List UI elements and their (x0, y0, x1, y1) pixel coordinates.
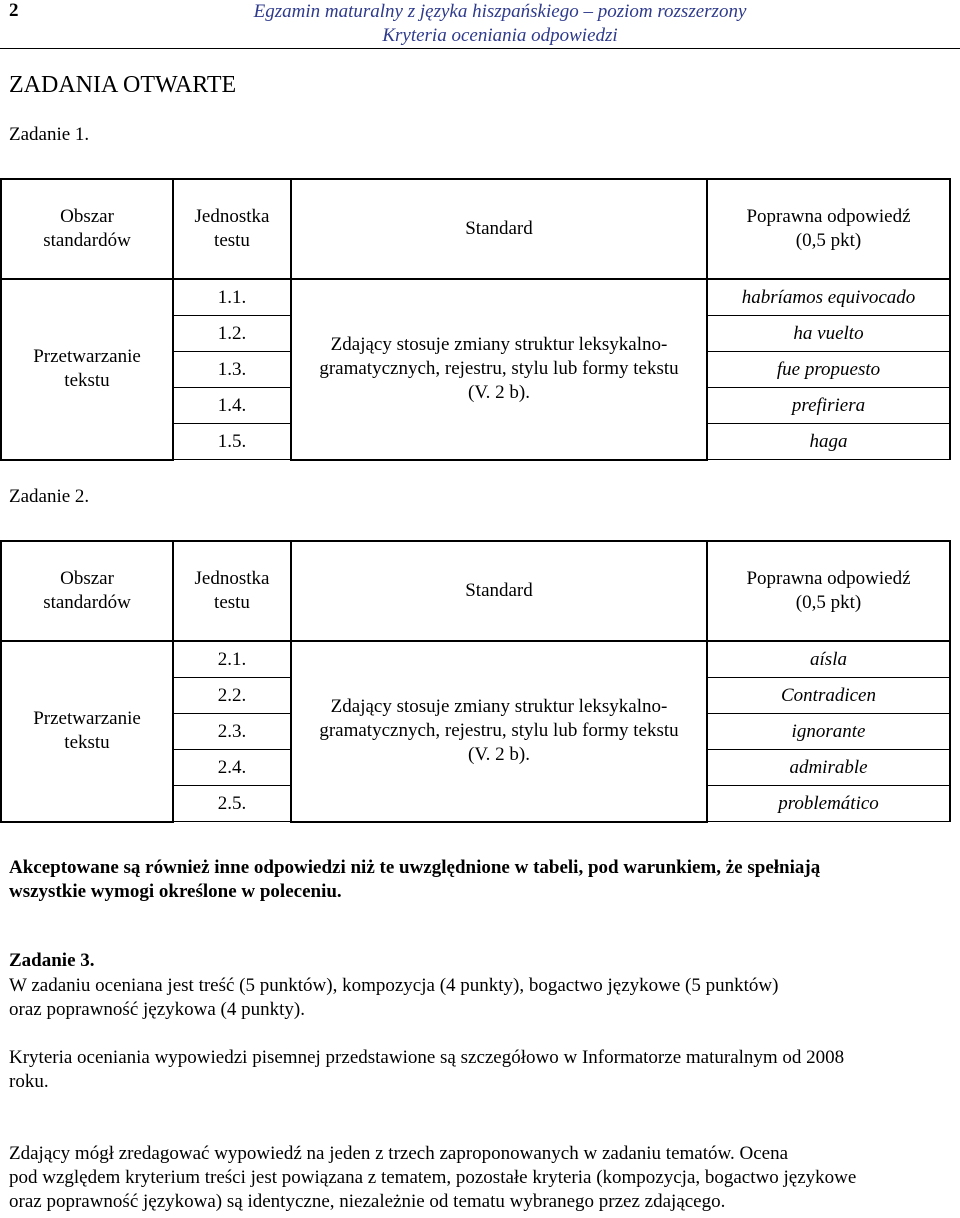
unit-cell: 1.4. (173, 388, 291, 424)
col-header-answer: Poprawna odpowiedź (0,5 pkt) (707, 541, 950, 641)
col-header-unit: Jednostka testu (173, 541, 291, 641)
answer-cell: Contradicen (707, 678, 950, 714)
task2-header-row (1, 541, 950, 641)
running-header-title: Egzamin maturalny z języka hiszpańskiego – poziom rozszerzony (253, 1, 747, 22)
standard-cell: Zdający stosuje zmiany struktur leksykalno- gramatycznych, rejestru, stylu lub formy tekstu (V. 2 b). (291, 279, 707, 460)
task3-heading: Zadanie 3. (9, 950, 95, 971)
unit-cell: 2.5. (173, 786, 291, 822)
answer-cell: prefiriera (707, 388, 950, 424)
answer-cell: admirable (707, 750, 950, 786)
unit-cell: 1.1. (173, 279, 291, 316)
unit-cell: 2.4. (173, 750, 291, 786)
answer-cell: aísla (707, 641, 950, 678)
unit-cell: 1.3. (173, 352, 291, 388)
table-row (1, 279, 950, 316)
answer-cell: haga (707, 424, 950, 460)
col-header-area: Obszar standardów (1, 541, 173, 641)
task1-header-row (1, 179, 950, 279)
col-header-area: Obszar standardów (1, 179, 173, 279)
task3-paragraph-3: Zdający mógł zredagować wypowiedź na jeden z trzech zaproponowanych w zadaniu tematów. Ocena pod względem kryterium treści jest powiązana z tematem, pozostałe kryteria (kompozycja, bogactwo językowe oraz poprawność językowa) są identyczne, niezależnie od tematu wybranego przez zdającego. (9, 1143, 857, 1212)
col-header-answer: Poprawna odpowiedź (0,5 pkt) (707, 179, 950, 279)
running-header-subtitle: Kryteria oceniania odpowiedzi (382, 25, 618, 46)
acceptance-note: Akceptowane są również inne odpowiedzi niż te uwzględnione w tabeli, pod warunkiem, że spełniają wszystkie wymogi określone w poleceniu. (9, 857, 821, 902)
task2-table (0, 540, 951, 823)
running-header (0, 0, 960, 48)
answer-cell: fue propuesto (707, 352, 950, 388)
page-number: 2 (9, 0, 19, 21)
section-title: ZADANIA OTWARTE (9, 72, 237, 98)
answer-cell: habríamos equivocado (707, 279, 950, 316)
task2-heading: Zadanie 2. (9, 486, 90, 507)
unit-cell: 2.1. (173, 641, 291, 678)
header-divider (0, 48, 960, 49)
area-cell: Przetwarzanie tekstu (1, 641, 173, 822)
task1-table (0, 178, 951, 461)
unit-cell: 1.5. (173, 424, 291, 460)
task3-paragraph-1: W zadaniu oceniana jest treść (5 punktów), kompozycja (4 punkty), bogactwo językowe (5 punktów) oraz poprawność językowa (4 punkty). (9, 975, 779, 1020)
standard-cell: Zdający stosuje zmiany struktur leksykalno- gramatycznych, rejestru, stylu lub formy tekstu (V. 2 b). (291, 641, 707, 822)
task3-paragraph-2: Kryteria oceniania wypowiedzi pisemnej przedstawione są szczegółowo w Informatorze maturalnym od 2008 roku. (9, 1047, 845, 1092)
col-header-standard: Standard (291, 179, 707, 279)
area-cell: Przetwarzanie tekstu (1, 279, 173, 460)
answer-cell: problemático (707, 786, 950, 822)
col-header-unit: Jednostka testu (173, 179, 291, 279)
col-header-standard: Standard (291, 541, 707, 641)
answer-cell: ha vuelto (707, 316, 950, 352)
task1-heading: Zadanie 1. (9, 124, 90, 145)
answer-cell: ignorante (707, 714, 950, 750)
unit-cell: 1.2. (173, 316, 291, 352)
table-row (1, 641, 950, 678)
unit-cell: 2.2. (173, 678, 291, 714)
unit-cell: 2.3. (173, 714, 291, 750)
